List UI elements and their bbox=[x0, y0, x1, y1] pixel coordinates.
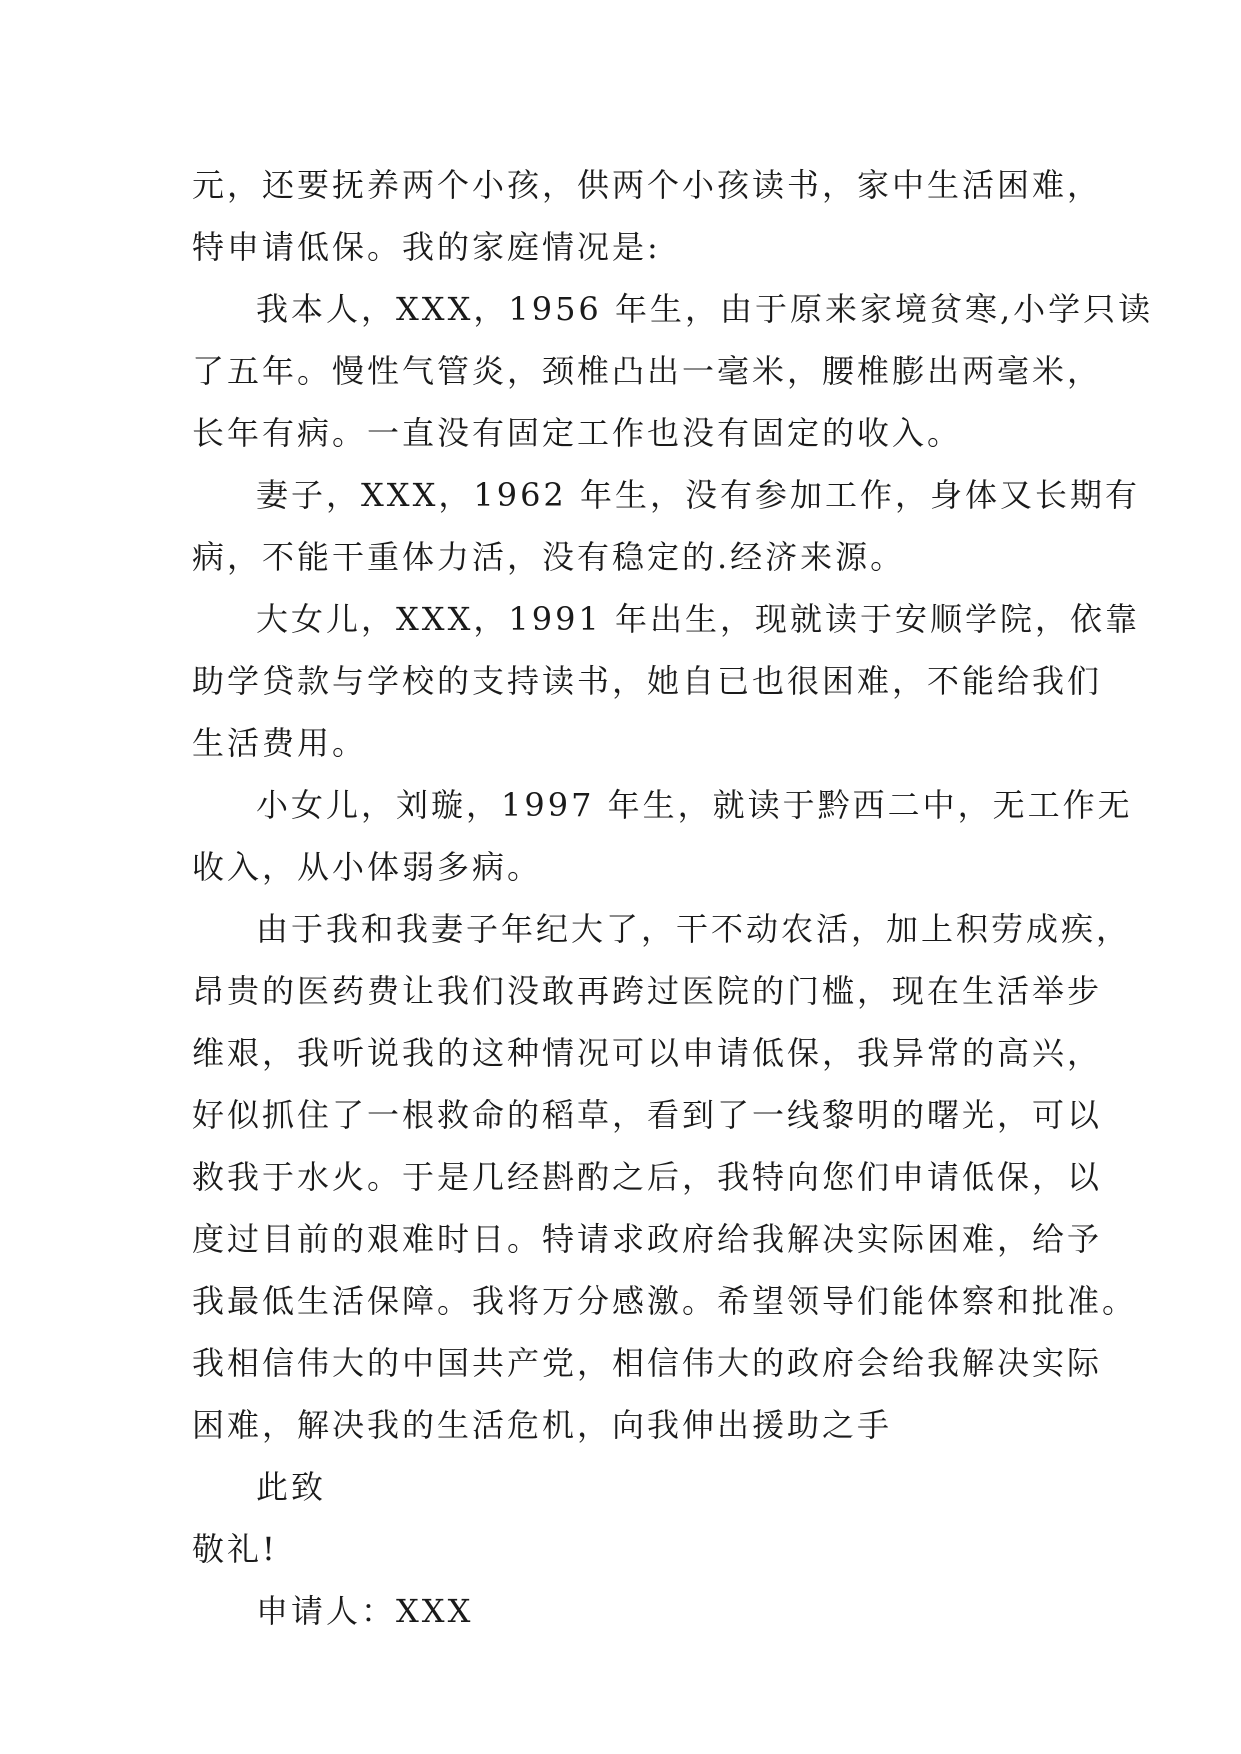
text-line: 了五年。慢性气管炎，颈椎凸出一毫米，腰椎膨出两毫米， bbox=[192, 352, 1103, 390]
text-line: 生活费用。 bbox=[192, 724, 368, 762]
text-line: 维艰，我听说我的这种情况可以申请低保，我异常的高兴， bbox=[192, 1034, 1103, 1072]
closing-regards: 敬礼! bbox=[192, 1530, 278, 1568]
applicant-signature: 申请人：XXX bbox=[256, 1592, 474, 1630]
text-line: 救我于水火。于是几经斟酌之后，我特向您们申请低保，以 bbox=[192, 1158, 1103, 1196]
text-line: 妻子，XXX，1962 年生，没有参加工作，身体又长期有 bbox=[256, 476, 1140, 514]
text-line: 昂贵的医药费让我们没敢再跨过医院的门槛，现在生活举步 bbox=[192, 972, 1103, 1010]
text-line: 度过目前的艰难时日。特请求政府给我解决实际困难，给予 bbox=[192, 1220, 1103, 1258]
closing-salutation: 此致 bbox=[256, 1468, 327, 1506]
text-line: 小女儿，刘璇，1997 年生，就读于黔西二中，无工作无 bbox=[256, 786, 1133, 824]
text-line: 病，不能干重体力活，没有稳定的.经济来源。 bbox=[192, 538, 906, 576]
text-line: 元，还要抚养两个小孩，供两个小孩读书，家中生活困难， bbox=[192, 166, 1103, 204]
text-line: 收入，从小体弱多病。 bbox=[192, 848, 543, 886]
text-line: 大女儿，XXX，1991 年出生，现就读于安顺学院，依靠 bbox=[256, 600, 1140, 638]
text-line: 长年有病。一直没有固定工作也没有固定的收入。 bbox=[192, 414, 963, 452]
text-line: 我最低生活保障。我将万分感激。希望领导们能体察和批准。 bbox=[192, 1282, 1138, 1320]
text-line: 由于我和我妻子年纪大了，干不动农活，加上积劳成疾， bbox=[256, 910, 1132, 948]
text-line: 特申请低保。我的家庭情况是: bbox=[192, 228, 661, 266]
text-line: 好似抓住了一根救命的稻草，看到了一线黎明的曙光，可以 bbox=[192, 1096, 1103, 1134]
text-line: 我本人，XXX，1956 年生，由于原来家境贫寒,小学只读 bbox=[256, 290, 1154, 328]
text-line: 困难，解决我的生活危机，向我伸出援助之手 bbox=[192, 1406, 893, 1444]
text-line: 我相信伟大的中国共产党，相信伟大的政府会给我解决实际 bbox=[192, 1344, 1103, 1382]
text-line: 助学贷款与学校的支持读书，她自已也很困难，不能给我们 bbox=[192, 662, 1103, 700]
